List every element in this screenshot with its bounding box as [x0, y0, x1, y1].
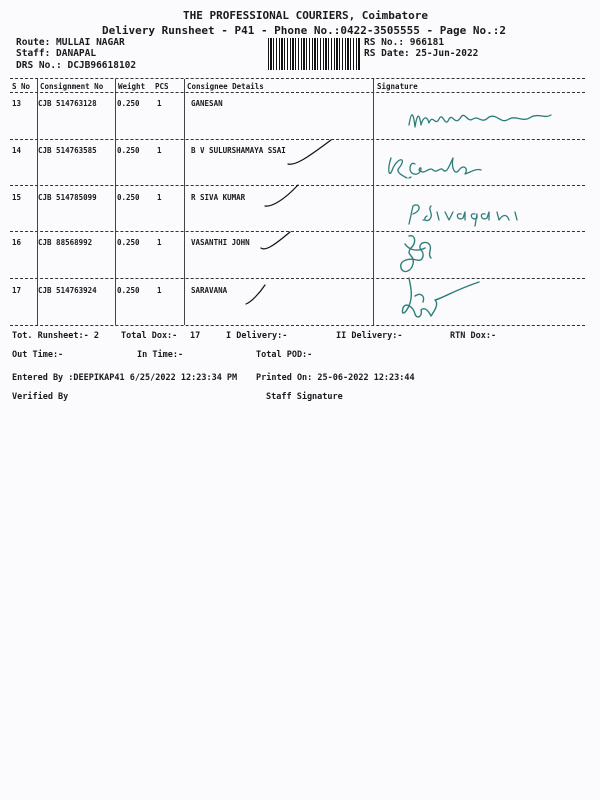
- company-title: THE PROFESSIONAL COURIERS, Coimbatore: [183, 9, 429, 22]
- col-header-consignment: Consignment No: [40, 82, 104, 91]
- out-time: Out Time:-: [12, 350, 64, 360]
- column-divider: [373, 79, 374, 325]
- tick-mark: [258, 228, 294, 256]
- row-consignee: B V SULURSHAMAYA SSAI: [191, 146, 286, 155]
- ii-delivery: II Delivery:-: [336, 331, 403, 341]
- row-weight: 0.250: [117, 99, 140, 108]
- row-sno: 17: [12, 286, 22, 295]
- table-bottom-rule: [10, 325, 585, 326]
- signature-1: [405, 105, 555, 137]
- tick-mark: [262, 182, 302, 212]
- signature-2: [385, 150, 485, 186]
- staff-signature: Staff Signature: [266, 392, 343, 402]
- signature-5: [395, 276, 485, 324]
- row-divider: [10, 231, 585, 232]
- row-consignee: VASANTHI JOHN: [191, 238, 250, 247]
- row-sno: 14: [12, 146, 22, 155]
- col-header-sno: S No: [12, 82, 31, 91]
- row-divider: [10, 278, 585, 279]
- row-pcs: 1: [157, 146, 162, 155]
- drs-number: DRS No.: DCJB96618102: [16, 60, 137, 71]
- printed-on: Printed On: 25-06-2022 12:23:44: [256, 373, 415, 383]
- row-consignment: CJB 88568992: [38, 238, 93, 247]
- rs-date: RS Date: 25-Jun-2022: [364, 48, 479, 59]
- row-weight: 0.250: [117, 146, 140, 155]
- staff-label: Staff: DANAPAL: [16, 48, 97, 59]
- col-header-weight: Weight: [118, 82, 146, 91]
- table-top-rule: [10, 78, 585, 79]
- rs-number: RS No.: 966181: [364, 37, 445, 48]
- tot-runsheet: Tot. Runsheet:- 2: [12, 331, 99, 341]
- row-sno: 16: [12, 238, 22, 247]
- row-weight: 0.250: [117, 193, 140, 202]
- column-divider: [115, 79, 116, 325]
- row-pcs: 1: [157, 99, 162, 108]
- row-pcs: 1: [157, 193, 162, 202]
- row-consignee: R SIVA KUMAR: [191, 193, 246, 202]
- runsheet-subtitle: Delivery Runsheet - P41 - Phone No.:0422-3505555 - Page No.:2: [102, 24, 506, 37]
- row-sno: 15: [12, 193, 22, 202]
- column-divider: [184, 79, 185, 325]
- tick-mark: [285, 136, 335, 171]
- col-header-signature: Signature: [377, 82, 418, 91]
- row-consignee: SARAVANA: [191, 286, 228, 295]
- row-consignee: GANESAN: [191, 99, 223, 108]
- row-pcs: 1: [157, 238, 162, 247]
- total-dox-value: 17: [190, 331, 201, 341]
- total-dox-label: Total Dox:-: [121, 331, 178, 341]
- row-sno: 13: [12, 99, 22, 108]
- row-consignment: CJB 514763924: [38, 286, 97, 295]
- entered-by: Entered By :DEEPIKAP41 6/25/2022 12:23:34 PM: [12, 373, 238, 383]
- in-time: In Time:-: [137, 350, 184, 360]
- row-weight: 0.250: [117, 238, 140, 247]
- row-consignment: CJB 514763128: [38, 99, 97, 108]
- rtn-dox: RTN Dox:-: [450, 331, 497, 341]
- total-pod: Total POD:-: [256, 350, 313, 360]
- i-delivery: I Delivery:-: [226, 331, 288, 341]
- row-consignment: CJB 514763585: [38, 146, 97, 155]
- row-pcs: 1: [157, 286, 162, 295]
- table-header-rule: [10, 92, 585, 93]
- row-consignment: CJB 514785099: [38, 193, 97, 202]
- col-header-consignee: Consignee Details: [187, 82, 264, 91]
- route-label: Route: MULLAI NAGAR: [16, 37, 125, 48]
- col-header-pcs: PCS: [155, 82, 169, 91]
- tick-mark: [243, 282, 269, 308]
- verified-by: Verified By: [12, 392, 69, 402]
- signature-4: [395, 230, 440, 280]
- row-weight: 0.250: [117, 286, 140, 295]
- barcode: [268, 38, 360, 70]
- signature-3: [405, 200, 523, 228]
